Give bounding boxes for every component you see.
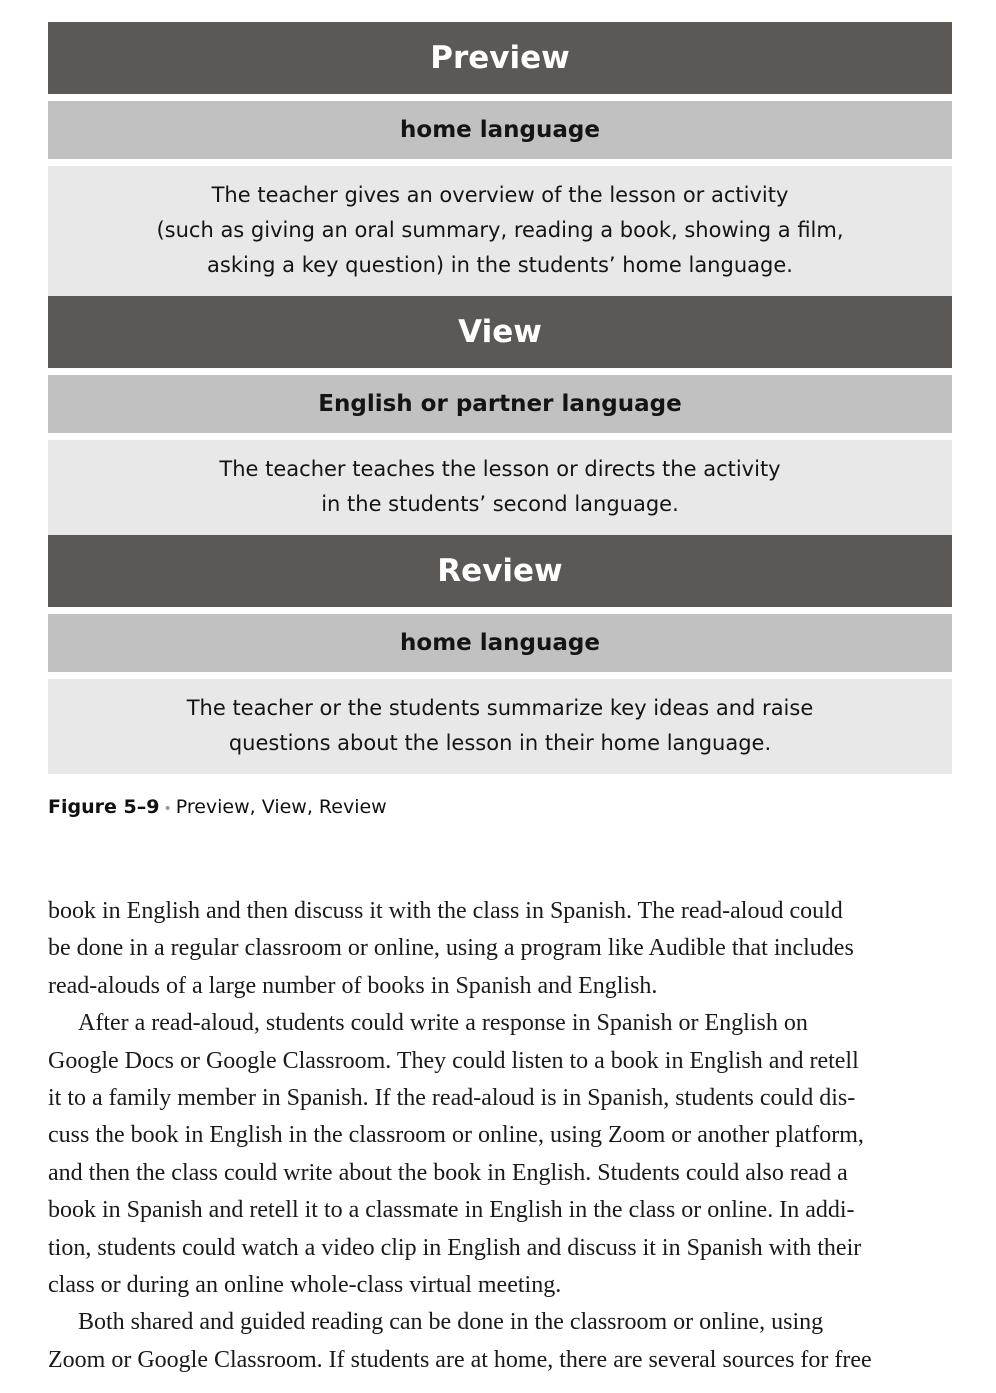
figure-caption-text: Preview, View, Review <box>175 796 387 818</box>
section-title-view: View <box>48 296 952 368</box>
figure-caption-label: Figure 5–9 <box>48 796 160 818</box>
section-description-view <box>48 440 952 535</box>
section-language-preview: home language <box>48 101 952 159</box>
description-line: in the students’ second language. <box>321 492 679 516</box>
description-line: The teacher gives an overview of the lesson or activity <box>211 183 789 207</box>
text-line: Zoom or Google Classroom. If students are at home, there are several sources for free <box>48 1346 872 1373</box>
description-line: (such as giving an oral summary, reading a book, showing a film, <box>156 218 844 242</box>
text-line: and then the class could write about the book in English. Students could also read a <box>48 1159 848 1186</box>
body-text <box>48 893 952 1379</box>
text-line: book in Spanish and retell it to a classmate in English in the class or online. In addi- <box>48 1197 855 1224</box>
section-language-review: home language <box>48 614 952 672</box>
figure-caption <box>48 796 387 818</box>
description-line: asking a key question) in the students’ home language. <box>207 253 793 277</box>
text-line: tion, students could watch a video clip in English and discuss it in Spanish with their <box>48 1234 862 1261</box>
section-title-preview: Preview <box>48 22 952 94</box>
description-line: questions about the lesson in their home language. <box>228 731 772 755</box>
text-line: book in English and then discuss it with the class in Spanish. The read-aloud could <box>48 898 843 924</box>
text-line: read-alouds of a large number of books in Spanish and English. <box>48 972 658 999</box>
text-line: class or during an online whole-class virtual meeting. <box>48 1272 562 1299</box>
section-description-preview <box>48 166 952 296</box>
text-line: it to a family member in Spanish. If the read-aloud is in Spanish, students could dis- <box>48 1085 856 1112</box>
text-line: After a read-aloud, students could write a response in Spanish or English on <box>78 1010 808 1037</box>
text-line: Both shared and guided reading can be done in the classroom or online, using <box>78 1309 824 1336</box>
section-language-view: English or partner language <box>48 375 952 433</box>
preview-view-review-figure <box>48 22 952 774</box>
description-line: The teacher teaches the lesson or directs the activity <box>219 457 781 481</box>
text-line: cuss the book in English in the classroom or online, using Zoom or another platform, <box>48 1122 864 1149</box>
description-line: The teacher or the students summarize key ideas and raise <box>186 696 814 720</box>
text-line: Google Docs or Google Classroom. They could listen to a book in English and retell <box>48 1047 859 1074</box>
text-line: be done in a regular classroom or online, using a program like Audible that includes <box>48 935 854 962</box>
section-description-review <box>48 679 952 774</box>
section-title-review: Review <box>48 535 952 607</box>
bullet-icon: • <box>163 801 172 817</box>
